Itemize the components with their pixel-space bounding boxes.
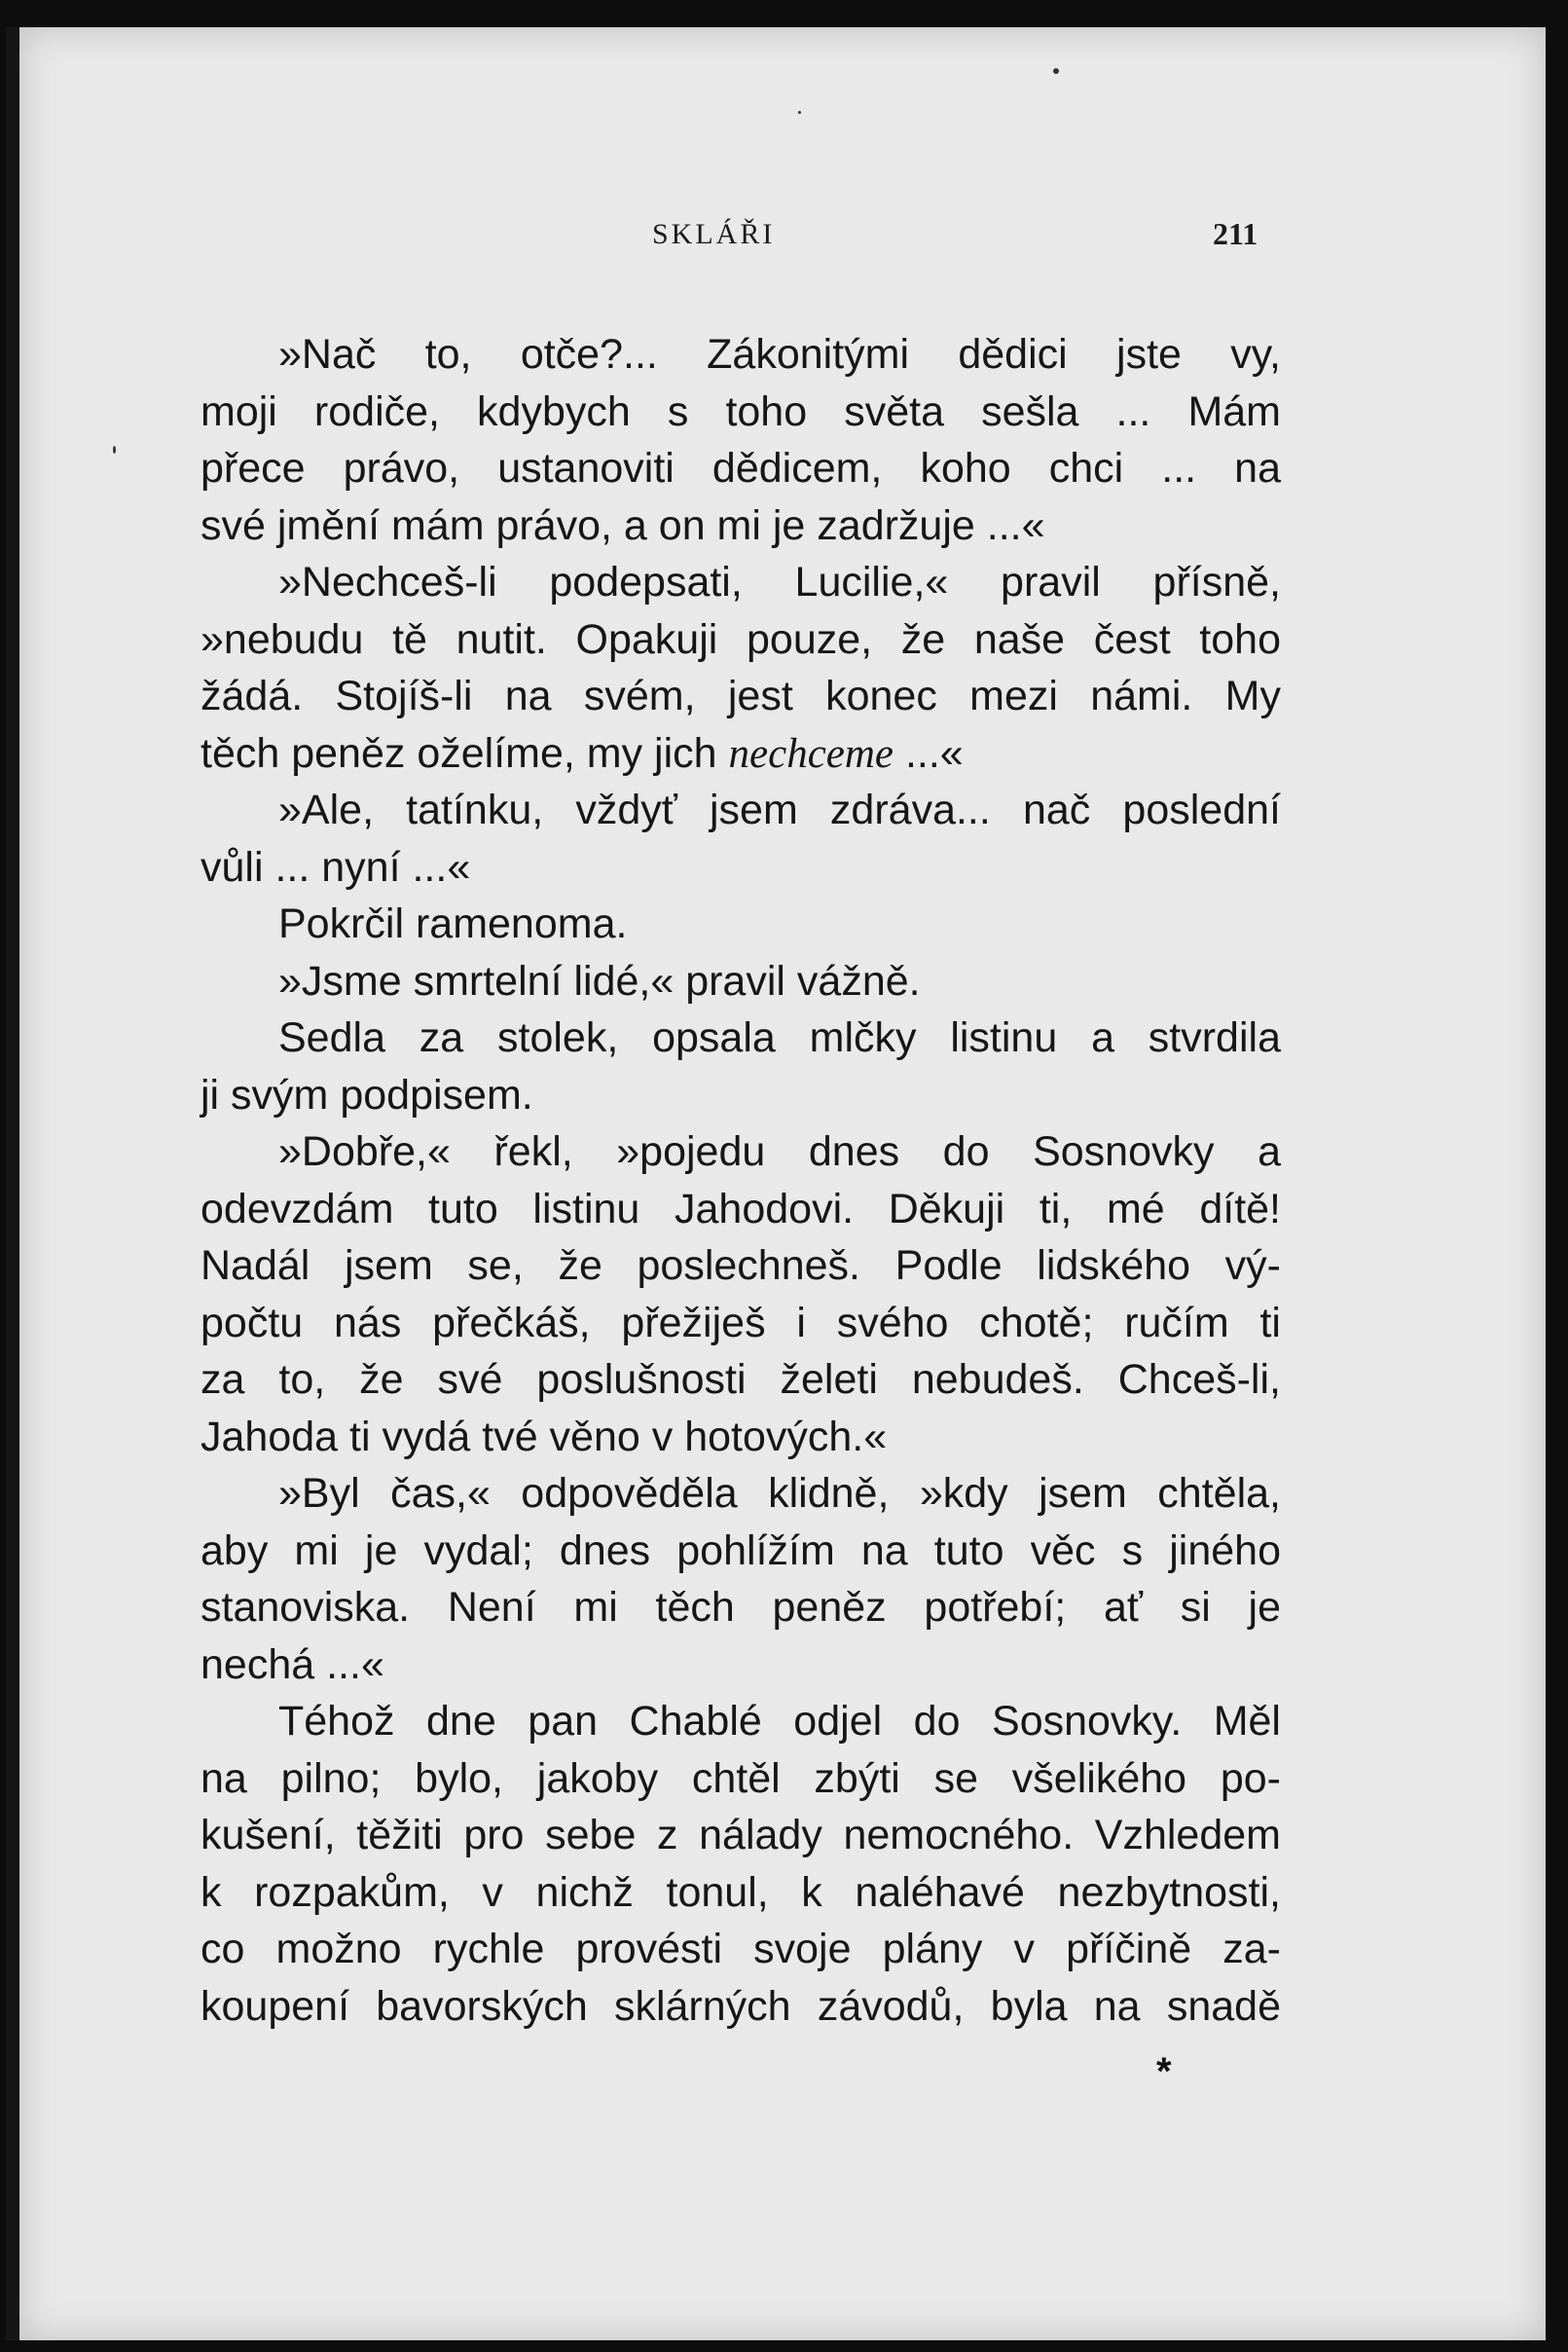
text-line	[201, 1750, 1281, 1808]
text-line	[201, 1978, 1281, 2036]
text-line-content: žádá. Stojíš-li na svém, jest konec mezi námi. My	[201, 673, 1281, 719]
text-line	[201, 440, 1281, 497]
text-line-content: »Nač to, otče?... Zákonitými dědici jste vy,	[278, 331, 1281, 378]
page-number: 211	[1213, 216, 1258, 251]
text-line-content: stanoviska. Není mi těch peněz potřebí; ať si je	[201, 1584, 1281, 1631]
text-line	[201, 1409, 1281, 1466]
text-line	[201, 1351, 1281, 1409]
text-line-content: Sedla za stolek, opsala mlčky listinu a stvrdila	[278, 1014, 1281, 1061]
text-line-content: přece právo, ustanoviti dědicem, koho chci ... na	[201, 445, 1281, 492]
text-line	[201, 1693, 1281, 1750]
text-line	[201, 782, 1281, 839]
text-line-content: počtu nás přečkáš, přežiješ i svého chotě; ručím ti	[201, 1299, 1281, 1346]
text-line-content: na pilno; bylo, jakoby chtěl zbýti se všelikého po-	[201, 1754, 1281, 1802]
text-line	[201, 839, 1281, 897]
running-title: SKLÁŘI	[652, 218, 776, 250]
text-line	[201, 1010, 1281, 1067]
text-line-content: »Ale, tatínku, vždyť jsem zdráva... nač poslední	[278, 787, 1281, 833]
text-line-content: koupení bavorských sklárných závodů, byla na snadě	[201, 1982, 1281, 2030]
text-line-content: co možno rychle provésti svoje plány v příčině za-	[201, 1926, 1281, 1972]
text-line	[201, 1864, 1281, 1922]
text-line-tail: ...«	[893, 729, 964, 777]
book-page	[6, 27, 1546, 2340]
text-line-content: k rozpakům, v nichž tonul, k naléhavé nezbytnosti,	[201, 1868, 1281, 1916]
text-line	[201, 668, 1281, 725]
text-line-content: »Nechceš-li podepsati, Lucilie,« pravil přísně,	[278, 559, 1281, 606]
text-line	[201, 326, 1281, 384]
text-line-content: Nadál jsem se, že poslechneš. Podle lidského vý-	[201, 1242, 1281, 1289]
text-line	[201, 1921, 1281, 1978]
text-line	[201, 896, 1281, 953]
text-line	[201, 1579, 1281, 1636]
text-line-content: ji svým podpisem.	[201, 1071, 533, 1119]
text-line-content: odevzdám tuto listinu Jahodovi. Děkuji ti, mé dítě!	[201, 1185, 1281, 1232]
dust-speck	[113, 446, 116, 454]
dust-speck	[1053, 68, 1059, 74]
text-line	[201, 1523, 1281, 1580]
text-line	[201, 725, 1281, 783]
page-header	[19, 218, 1546, 276]
text-line	[201, 1465, 1281, 1523]
text-line	[201, 497, 1281, 555]
signature-mark: *	[1156, 2050, 1172, 2093]
text-line-content: vůli ... nyní ...«	[201, 843, 471, 891]
text-line-content: »Jsme smrtelní lidé,« pravil vážně.	[278, 957, 921, 1005]
text-line-content: Téhož dne pan Chablé odjel do Sosnovky. Měl	[278, 1698, 1281, 1745]
text-line-content: »Dobře,« řekl, »pojedu dnes do Sosnovky a	[278, 1128, 1281, 1175]
text-line	[201, 554, 1281, 611]
text-line	[201, 1636, 1281, 1694]
text-line-content: nechá ...«	[201, 1640, 384, 1688]
text-line	[201, 611, 1281, 669]
text-line-content: »Byl čas,« odpověděla klidně, »kdy jsem chtěla,	[278, 1470, 1281, 1517]
text-line-content: Pokrčil ramenoma.	[278, 900, 628, 947]
text-line	[201, 1807, 1281, 1864]
text-line-content: těch peněz oželíme, my jich	[201, 729, 717, 777]
text-line-content: aby mi je vydal; dnes pohlížím na tuto věc s jiného	[201, 1526, 1281, 1574]
text-line-content: své jmění mám právo, a on mi je zadržuje ...«	[201, 501, 1045, 549]
body-text	[201, 326, 1281, 2035]
emphasized-word: nechceme	[728, 730, 894, 777]
text-line-content: moji rodiče, kdybych s toho světa sešla ... Mám	[201, 387, 1281, 435]
text-line-content: za to, že své poslušnosti želeti nebudeš. Chceš-li,	[201, 1356, 1281, 1403]
text-line	[201, 1237, 1281, 1295]
text-line	[201, 1123, 1281, 1181]
text-line-content: »nebudu tě nutit. Opakuji pouze, že naše čest toho	[201, 615, 1281, 663]
text-line	[201, 1067, 1281, 1124]
text-line	[201, 1181, 1281, 1238]
text-line	[201, 953, 1281, 1011]
text-line-content: kušení, těžiti pro sebe z nálady nemocného. Vzhledem	[201, 1812, 1281, 1858]
text-line	[201, 1295, 1281, 1352]
text-line-content: Jahoda ti vydá tvé věno v hotových.«	[201, 1413, 888, 1460]
text-line	[201, 384, 1281, 441]
dust-speck	[798, 111, 801, 114]
